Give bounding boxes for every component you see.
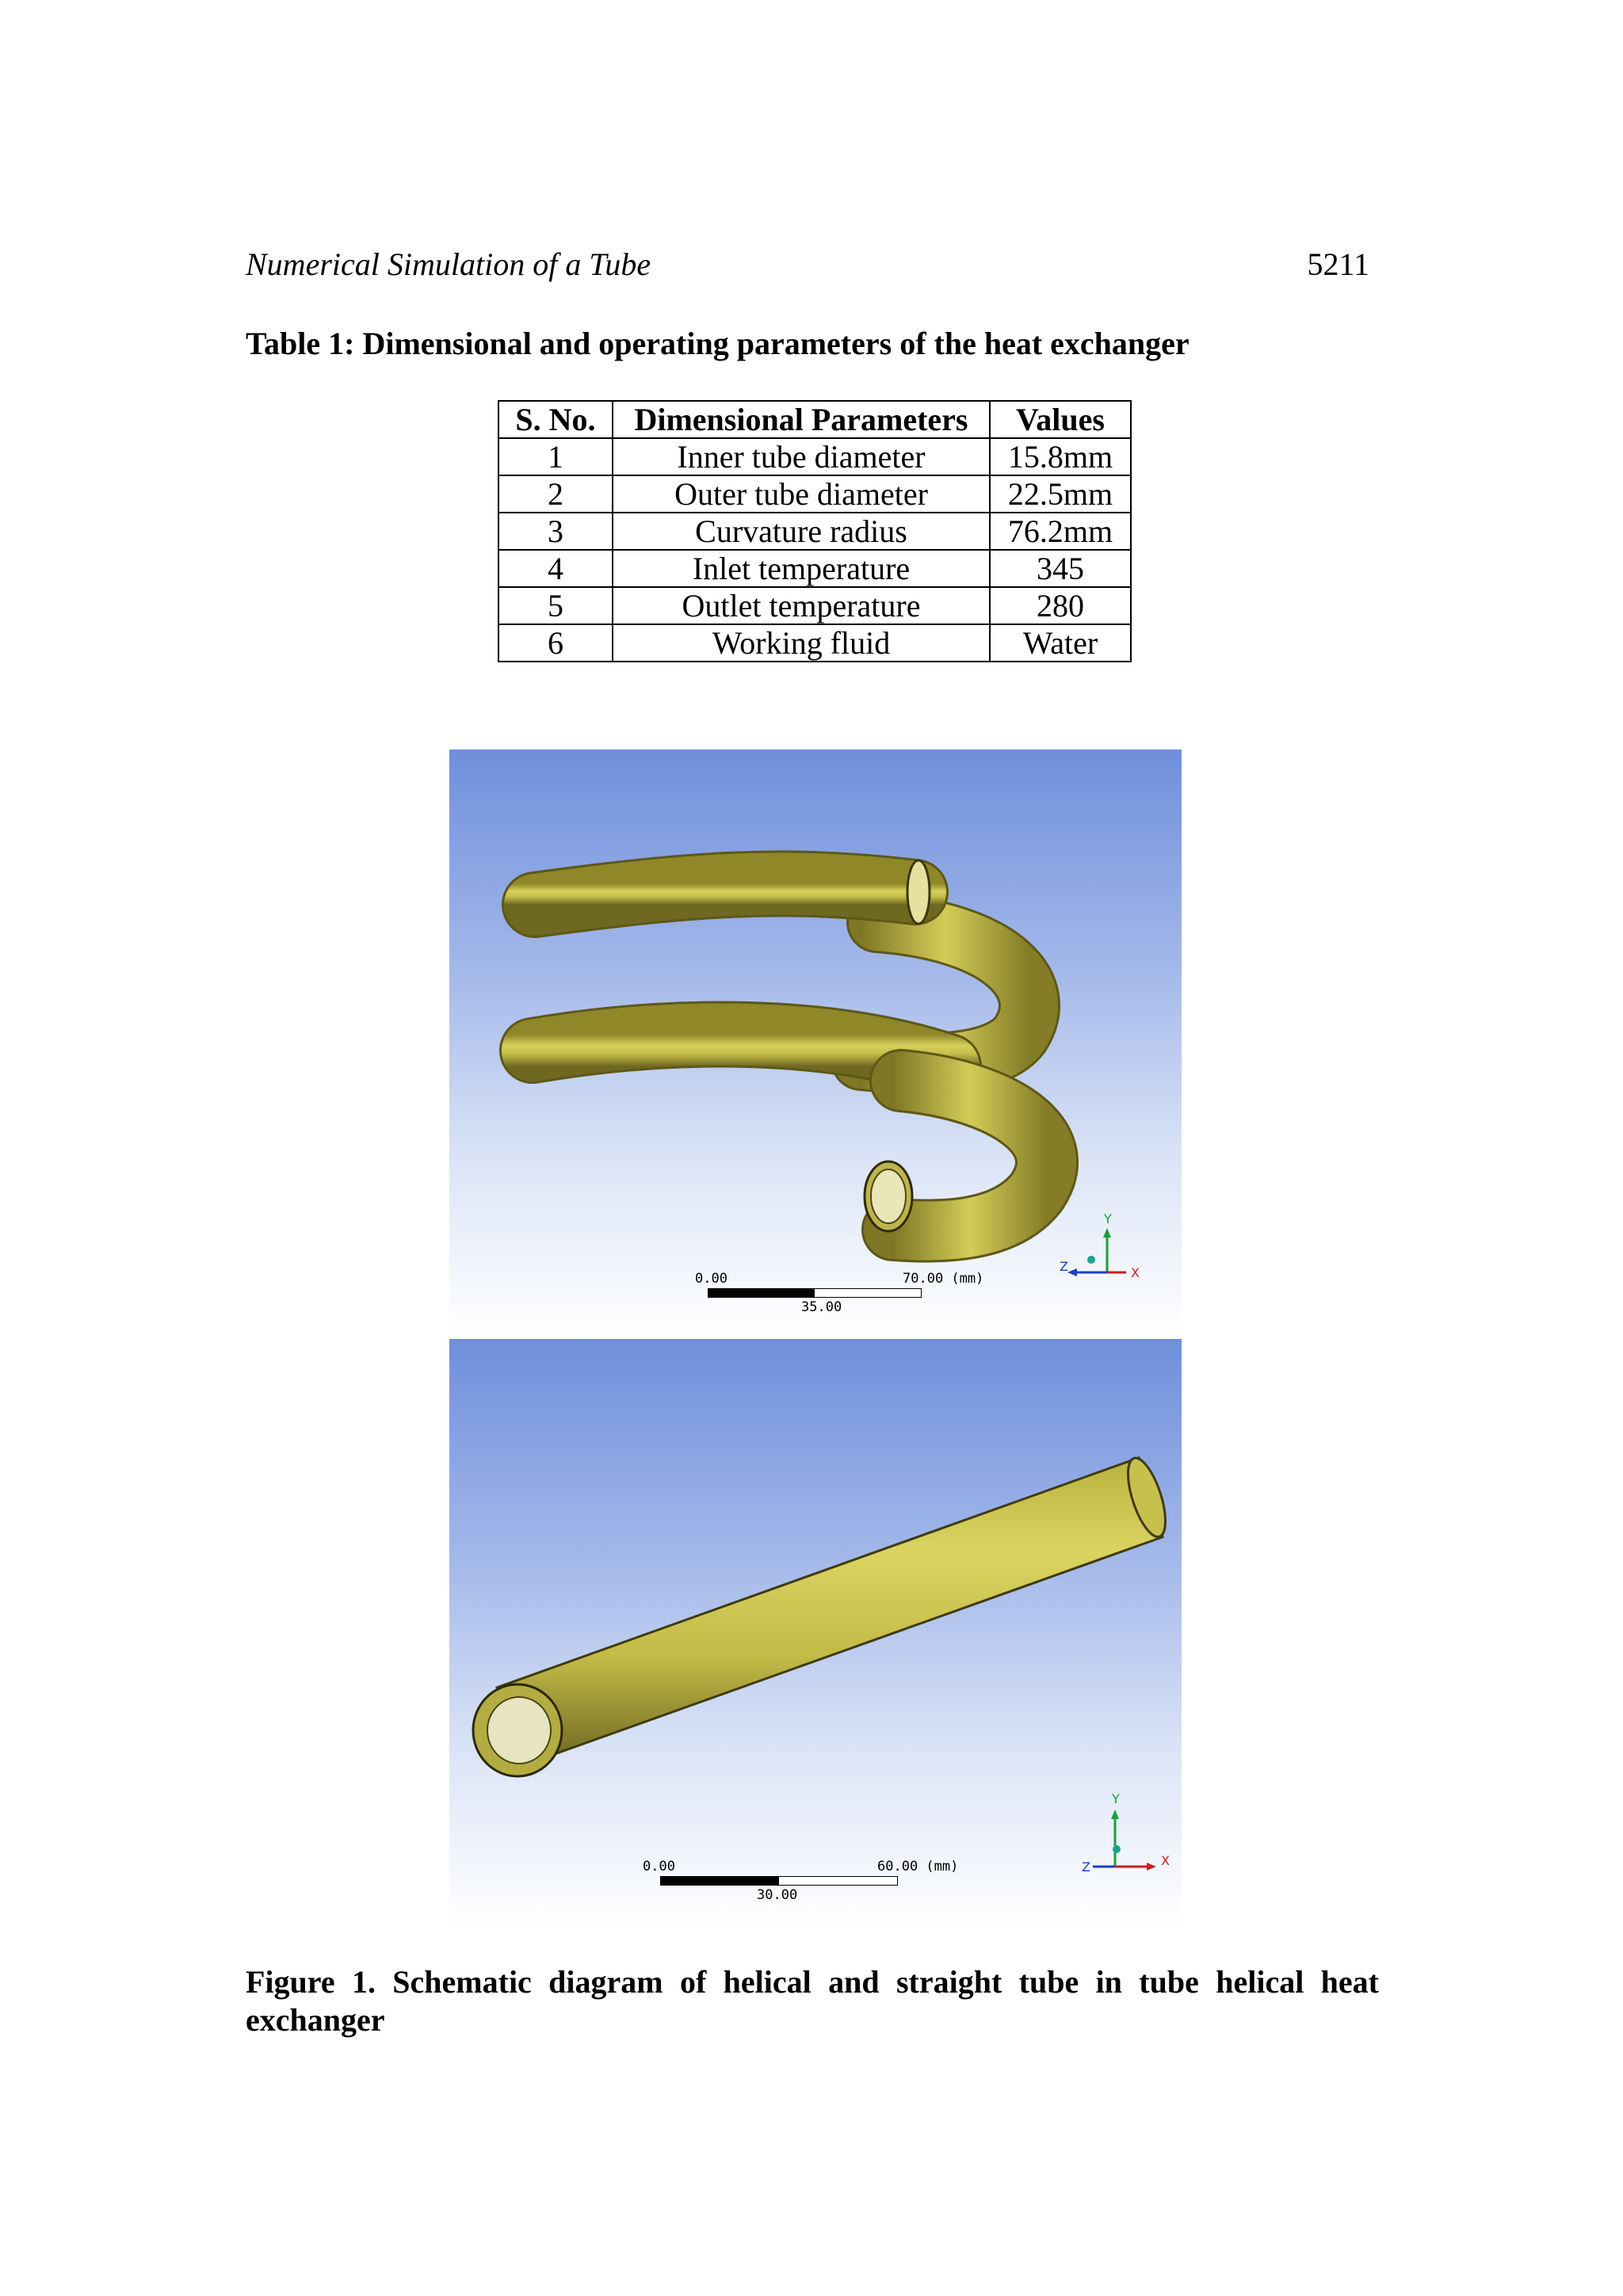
cell-sno: 1 — [498, 438, 613, 475]
running-title: Numerical Simulation of a Tube — [246, 246, 651, 282]
scale-end-label: 60.00 (mm) — [877, 1859, 959, 1875]
triad-dot — [1087, 1256, 1095, 1264]
z-axis-label: Z — [1082, 1859, 1090, 1875]
scale-bar-fill — [661, 1877, 779, 1885]
scale-mid-label: 30.00 — [757, 1887, 798, 1903]
table-header-row — [498, 401, 1131, 438]
scale-bar — [708, 1288, 922, 1298]
cell-parameter: Outer tube diameter — [613, 475, 990, 513]
x-axis-label: X — [1131, 1265, 1140, 1280]
scale-bar — [660, 1876, 898, 1886]
axis-triad — [1075, 1779, 1178, 1882]
scale-bar-fill — [708, 1289, 815, 1297]
straight-tube-model — [449, 1339, 1182, 1927]
cell-parameter: Inner tube diameter — [613, 438, 990, 475]
helical-tube-viewport — [449, 749, 1182, 1336]
cell-sno: 5 — [498, 587, 613, 624]
cell-sno: 6 — [498, 624, 613, 662]
tube-top — [535, 883, 915, 905]
table-row — [498, 475, 1131, 513]
cell-value: 345 — [990, 550, 1131, 587]
tube-body — [497, 1458, 1163, 1767]
cell-value: Water — [990, 624, 1131, 662]
cell-value: 15.8mm — [990, 438, 1131, 475]
figure-caption: Figure 1. Schematic diagram of helical and straight tube in tube helical heat exchanger — [246, 1964, 1379, 2038]
cell-value: 76.2mm — [990, 513, 1131, 550]
running-head — [246, 244, 1369, 285]
column-header-sno: S. No. — [498, 401, 613, 438]
coil-lower — [893, 1081, 1047, 1231]
page-number: 5211 — [1307, 246, 1369, 282]
z-axis-arrow — [1067, 1268, 1077, 1276]
table-row — [498, 587, 1131, 624]
tube-inner-end — [487, 1697, 551, 1764]
x-axis-arrow — [1147, 1863, 1156, 1871]
x-axis-label: X — [1161, 1853, 1170, 1868]
cell-sno: 3 — [498, 513, 613, 550]
cell-parameter: Curvature radius — [613, 513, 990, 550]
table-row — [498, 550, 1131, 587]
y-axis-label: Y — [1112, 1791, 1120, 1806]
table-row — [498, 624, 1131, 662]
table-row — [498, 513, 1131, 550]
table-row — [498, 438, 1131, 475]
tube-inner-end — [871, 1169, 906, 1223]
parameters-table — [498, 400, 1132, 662]
y-axis-label: Y — [1104, 1211, 1112, 1226]
y-axis-arrow — [1103, 1228, 1111, 1238]
cell-sno: 4 — [498, 550, 613, 587]
scale-end-label: 70.00 (mm) — [903, 1271, 984, 1287]
tube-top-end — [907, 860, 930, 924]
cell-parameter: Outlet temperature — [613, 587, 990, 624]
straight-tube-viewport — [449, 1339, 1182, 1927]
y-axis-arrow — [1111, 1810, 1119, 1819]
cell-parameter: Inlet temperature — [613, 550, 990, 587]
cell-sno: 2 — [498, 475, 613, 513]
table-caption: Table 1: Dimensional and operating parameters of the heat exchanger — [246, 326, 1190, 361]
triad-dot — [1113, 1845, 1121, 1853]
z-axis-label: Z — [1060, 1259, 1068, 1274]
axis-triad — [1060, 1209, 1155, 1296]
scale-mid-label: 35.00 — [801, 1299, 842, 1315]
scale-start-label: 0.00 — [695, 1271, 727, 1287]
column-header-value: Values — [990, 401, 1131, 438]
cell-value: 22.5mm — [990, 475, 1131, 513]
cell-parameter: Working fluid — [613, 624, 990, 662]
column-header-parameter: Dimensional Parameters — [613, 401, 990, 438]
cell-value: 280 — [990, 587, 1131, 624]
scale-start-label: 0.00 — [643, 1859, 675, 1875]
